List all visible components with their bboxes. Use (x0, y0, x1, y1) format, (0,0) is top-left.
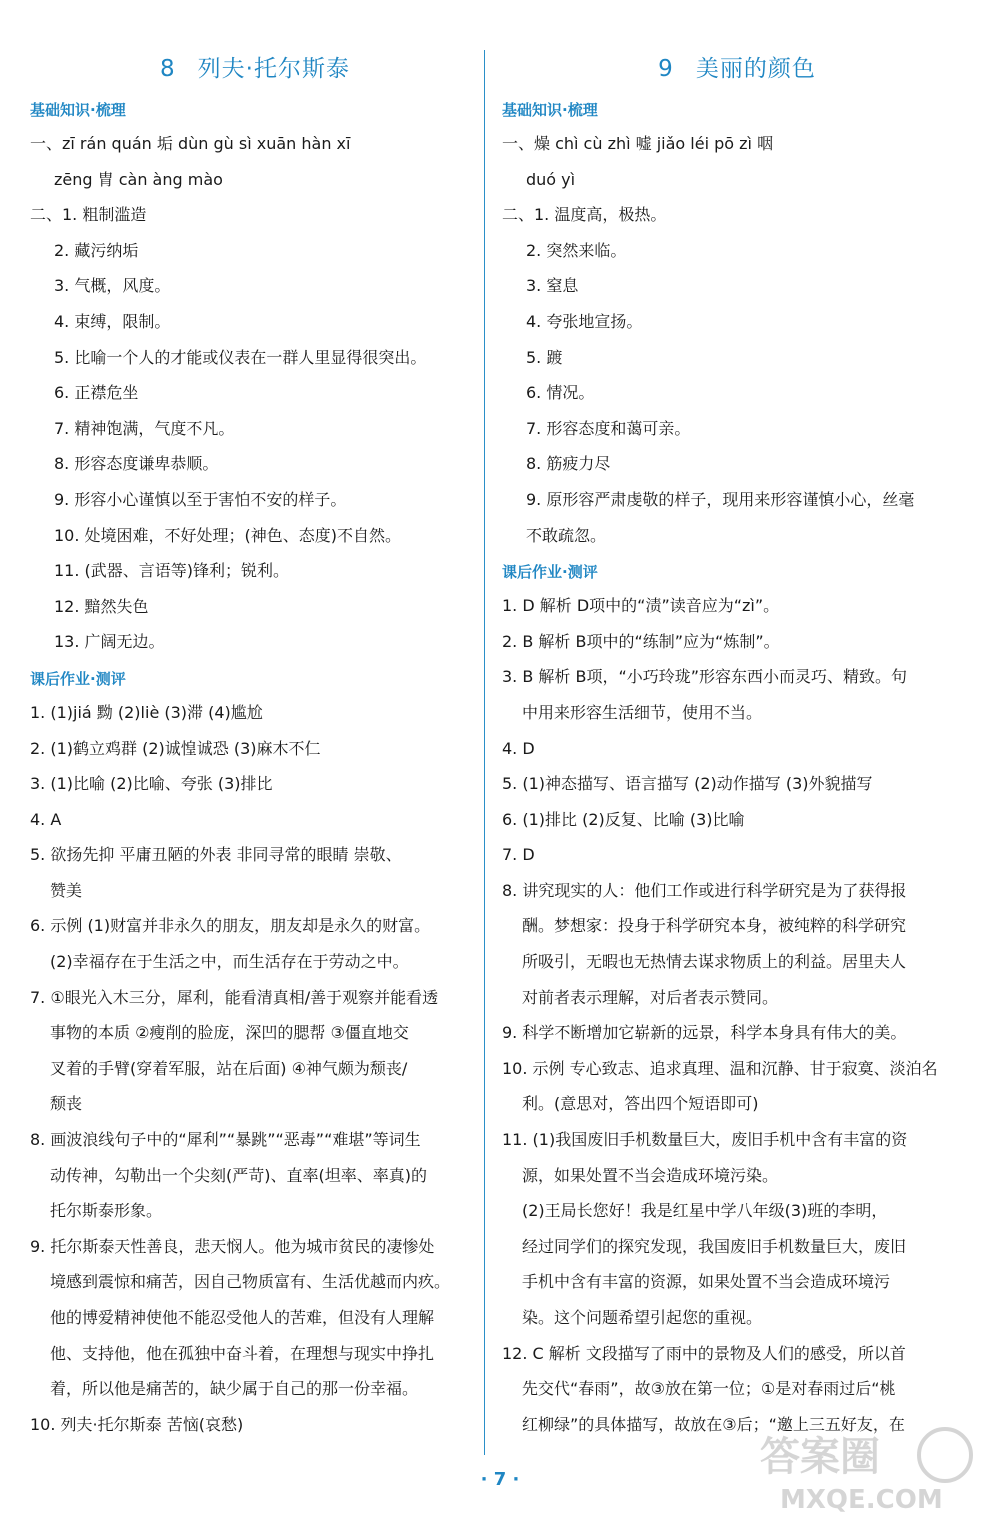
answer-line: 经过同学们的探究发现，我国废旧手机数量巨大，废旧 (522, 1236, 907, 1256)
answer-line: 酬。梦想家：投身于科学研究本身，被纯粹的科学研究 (522, 916, 907, 936)
answer-line: 7. 精神饱满，气度不凡。 (54, 418, 235, 438)
answer-line: 3. B 解析 B项，“小巧玲珑”形容东西小而灵巧、精致。句 (502, 667, 908, 687)
answer-line: 13. 广阔无边。 (54, 632, 165, 652)
answer-line: 他的博爱精神使他不能忍受他人的苦难，但没有人理解 (50, 1308, 435, 1327)
answer-line: 不敢疏忽。 (526, 525, 607, 545)
answer-line: 8. 筋疲力尽 (526, 454, 611, 474)
answer-line: 3. 气概，风度。 (54, 276, 171, 296)
lesson-name: 美丽的颜色 (695, 56, 816, 82)
section-heading: 课后作业·测评 (30, 669, 126, 688)
answer-line: 9. 原形容严肃虔敬的样子，现用来形容谨慎小心，丝毫 (526, 489, 915, 509)
answer-line: 7. ①眼光入木三分，犀利，能看清真相/善于观察并能看透 (30, 987, 439, 1007)
answer-line: 6. (1)排比 (2)反复、比喻 (3)比喻 (502, 809, 745, 829)
section-heading: 基础知识·梳理 (502, 101, 598, 119)
answer-line: 4. 束缚，限制。 (54, 311, 171, 331)
answer-line: 8. 形容态度谦卑恭顺。 (54, 454, 219, 474)
answer-list (30, 695, 480, 1442)
answer-line: 源，如果处置不当会造成环境污染。 (522, 1165, 779, 1185)
answer-line: 托尔斯泰形象。 (50, 1201, 163, 1221)
page-number: · 7 · (480, 1469, 520, 1490)
answer-line: 1. D 解析 D项中的“渍”读音应为“zì”。 (502, 596, 780, 616)
answer-line: 5. 踱 (526, 347, 563, 367)
answer-line: 10. 列夫·托尔斯泰 苦恼(哀愁) (30, 1414, 244, 1434)
answer-line: 境感到震惊和痛苦，因自己物质富有、生活优越而内疚。 (50, 1272, 451, 1292)
answer-line: 9. 科学不断增加它崭新的远景，科学本身具有伟大的美。 (502, 1023, 907, 1043)
answer-line: (2)王局长您好！我是红星中学八年级(3)班的李明， (522, 1201, 888, 1221)
answer-line: 叉着的手臂(穿着军服，站在后面) ④神气颇为颓丧/ (50, 1058, 408, 1078)
answer-line: 2. (1)鹤立鸡群 (2)诚惶诚恐 (3)麻木不仁 (30, 738, 321, 758)
answer-line: 10. 处境困难，不好处理；(神色、态度)不自然。 (54, 525, 402, 545)
answer-line: 颓丧 (50, 1094, 83, 1114)
answer-line: 手机中含有丰富的资源，如果处置不当会造成环境污 (522, 1272, 891, 1292)
lesson-title (30, 50, 480, 83)
answer-line: 动传神，勾勒出一个尖刻(严苛)、直率(坦率、率真)的 (50, 1165, 427, 1185)
answer-line: 9. 形容小心谨慎以至于害怕不安的样子。 (54, 489, 347, 509)
lesson-number: 8 (160, 56, 176, 82)
answer-line: 11. (武器、言语等)锋利；锐利。 (54, 561, 290, 581)
answer-line: 所吸引，无暇也无热情去谋求物质上的利益。居里夫人 (522, 952, 907, 972)
answer-line: 事物的本质 ②瘦削的脸庞，深凹的腮帮 ③僵直地交 (50, 1023, 409, 1043)
answer-line: 先交代“春雨”，故③放在第一位；①是对春雨过后“桃 (522, 1379, 896, 1399)
answer-line: 一、zī rán quán 垢 dùn gù sì xuān hàn xī (30, 134, 351, 153)
left-column (30, 40, 480, 1442)
answer-line: 对前者表示理解，对后者表示赞同。 (522, 987, 779, 1007)
answer-line: 6. 正襟危坐 (54, 383, 139, 403)
answer-line: 12. 黯然失色 (54, 596, 149, 616)
section-heading: 课后作业·测评 (502, 563, 598, 582)
answer-line: 4. D (502, 738, 535, 758)
answer-line: 染。这个问题希望引起您的重视。 (522, 1308, 763, 1327)
answer-line: 2. B 解析 B项中的“练制”应为“炼制”。 (502, 631, 780, 651)
answer-line: 红柳绿”的具体描写，故放在③后；“邀上三五好友，在 (522, 1414, 905, 1434)
answer-line: 9. 托尔斯泰天性善良，悲天悯人。他为城市贫民的凄惨处 (30, 1236, 435, 1256)
answer-line: 一、燥 chì cù zhì 嘘 jiǎo léi pō zì 咽 (502, 134, 774, 153)
answer-line: 7. D (502, 845, 535, 865)
answer-line: 赞美 (50, 880, 83, 900)
answer-line: 6. 示例 (1)财富并非永久的朋友，朋友却是永久的财富。 (30, 916, 431, 936)
answer-line: 2. 藏污纳垢 (54, 240, 139, 260)
right-column (502, 40, 972, 1442)
answer-list (30, 126, 480, 660)
answer-line: 5. 欲扬先抑 平庸丑陋的外表 非同寻常的眼睛 崇敬、 (30, 845, 402, 865)
answer-line: 5. (1)神态描写、语言描写 (2)动作描写 (3)外貌描写 (502, 774, 873, 794)
answer-line: 6. 情况。 (526, 383, 595, 403)
section-heading: 基础知识·梳理 (30, 101, 126, 119)
answer-line: 5. 比喻一个人的才能或仪表在一群人里显得很突出。 (54, 347, 427, 367)
answer-list (502, 588, 972, 1442)
answer-line: 8. 讲究现实的人：他们工作或进行科学研究是为了获得报 (502, 880, 907, 900)
answer-line: duó yì (526, 169, 576, 189)
answer-line: 二、1. 粗制滥造 (30, 205, 147, 225)
answer-line: 二、1. 温度高，极热。 (502, 205, 667, 225)
answer-line: 中用来形容生活细节，使用不当。 (522, 702, 763, 722)
answer-line: 4. A (30, 809, 62, 829)
answer-line: 10. 示例 专心致志、追求真理、温和沉静、甘于寂寞、淡泊名 (502, 1058, 938, 1078)
lesson-title (502, 50, 972, 83)
lesson-name: 列夫·托尔斯泰 (197, 56, 350, 82)
answer-line: 1. (1)jiá 黝 (2)liè (3)滞 (4)尴尬 (30, 702, 263, 722)
answer-line: 他、支持他，他在孤独中奋斗着，在理想与现实中挣扎 (50, 1343, 435, 1363)
answer-line: 4. 夸张地宣扬。 (526, 311, 643, 331)
watermark-logo (750, 1420, 980, 1515)
answer-line: 12. C 解析 文段描写了雨中的景物及人们的感受，所以首 (502, 1343, 906, 1363)
answer-line: 11. (1)我国废旧手机数量巨大，废旧手机中含有丰富的资 (502, 1130, 908, 1150)
answer-line: 3. (1)比喻 (2)比喻、夸张 (3)排比 (30, 774, 273, 794)
answer-line: 8. 画波浪线句子中的“犀利”“暴跳”“恶毒”“难堪”等词生 (30, 1130, 421, 1150)
answer-line: 7. 形容态度和蔼可亲。 (526, 418, 691, 438)
answer-list (502, 126, 972, 553)
lesson-number: 9 (658, 56, 674, 82)
svg-text:MXQE.COM: MXQE.COM (780, 1485, 943, 1515)
answer-line: 3. 窒息 (526, 276, 579, 296)
answer-line: 利。(意思对，答出四个短语即可) (522, 1094, 759, 1114)
answer-line: zēng 胄 càn àng mào (54, 169, 223, 189)
answer-line: 着，所以他是痛苦的，缺少属于自己的那一份幸福。 (50, 1379, 419, 1399)
answer-line: (2)幸福存在于生活之中，而生活存在于劳动之中。 (50, 952, 409, 972)
answer-line: 2. 突然来临。 (526, 240, 627, 260)
column-divider (484, 50, 485, 1455)
svg-text:答案圈: 答案圈 (760, 1434, 880, 1480)
